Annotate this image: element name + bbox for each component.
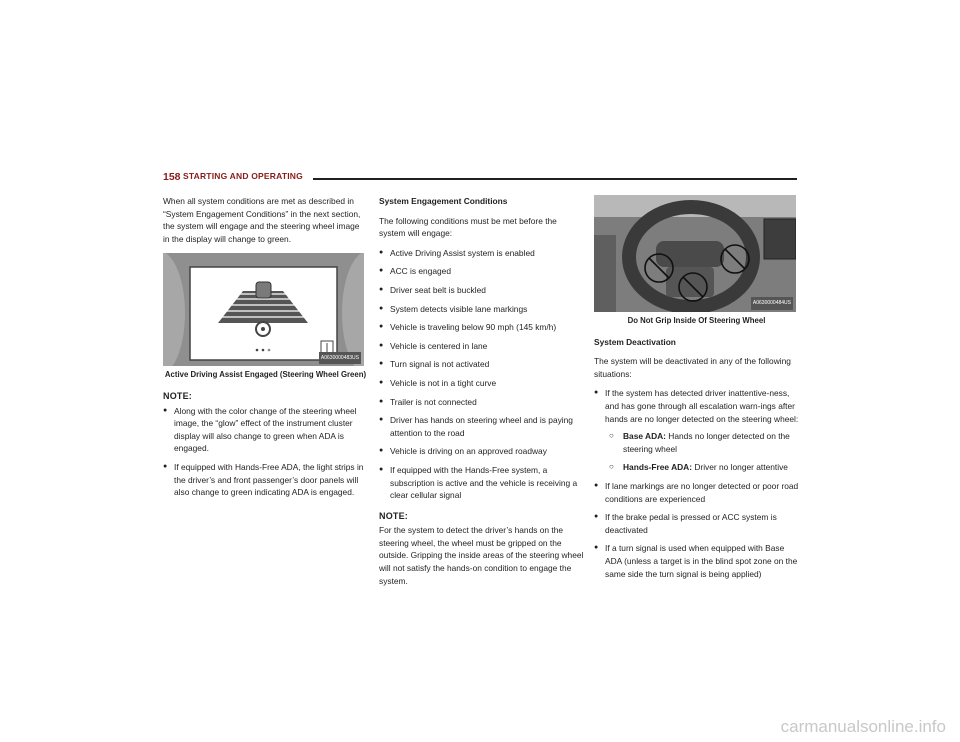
sub-list [605, 430, 799, 474]
steering-wheel-figure [594, 195, 796, 312]
note-label: NOTE: [379, 510, 408, 521]
figure-caption: Active Driving Assist Engaged (Steering Wheel Green) [164, 370, 367, 380]
list-item: ● If equipped with the Hands-Free system, a subscription is active and the vehicle is receiving a clear cellular signal [379, 464, 584, 502]
list-item: ● System detects visible lane markings [379, 303, 584, 316]
engagement-conditions-list [379, 247, 584, 502]
list-item: ● Driver has hands on steering wheel and is paying attention to the road [379, 414, 584, 439]
column-right [594, 195, 799, 586]
list-item: ● If lane markings are no longer detected or poor road conditions are experienced [594, 480, 799, 505]
watermark-text: carmanualsonline.info [780, 717, 946, 736]
list-item: ● Trailer is not connected [379, 396, 584, 409]
list-item [594, 387, 799, 474]
section-heading: System Engagement Conditions [379, 196, 508, 206]
figure-caption: Do Not Grip Inside Of Steering Wheel [627, 316, 766, 325]
deactivation-list [594, 387, 799, 580]
steering-wheel-illustration [594, 195, 796, 312]
column-left [163, 195, 368, 505]
sub-item-label: Hands-Free ADA: [623, 462, 693, 473]
note-list [163, 405, 368, 499]
list-item: ● Along with the color change of the steering wheel image, the “glow” effect of the instrument cluster display will also change to green when ADA is engaged. [163, 405, 368, 455]
section-heading: System Deactivation [594, 336, 676, 347]
note-paragraph: For the system to detect the driver’s hands on the steering wheel, the wheel must be gripped on the outside. Gripping the inside areas of the steering wheel will not satisfy the hands-on condition to engage the system. [379, 525, 584, 586]
list-item: ● Turn signal is not activated [379, 358, 584, 371]
list-item: ● If the brake pedal is pressed or ACC system is deactivated [594, 511, 799, 536]
list-item: ● Vehicle is traveling below 90 mph (145 km/h) [379, 321, 584, 334]
intro-paragraph: When all system conditions are met as described in “System Engagement Conditions” in the next section, the system will engage and the steering wheel image in the display will change to green. [163, 196, 361, 244]
list-item: ● If a turn signal is used when equipped with Base ADA (unless a target is in the blind spot zone on the same side the turn signal is being applied) [594, 542, 799, 580]
list-item: ● Driver seat belt is buckled [379, 284, 584, 297]
sub-item-text: Driver no longer attentive [692, 462, 788, 473]
list-item: ● Vehicle is not in a tight curve [379, 377, 584, 390]
sub-item-text: Hands no longer detected on the steering wheel [623, 431, 790, 454]
figure-code: A0630000484US [751, 297, 793, 310]
cluster-display-figure [163, 253, 364, 366]
list-item: ● Vehicle is driving on an approved roadway [379, 445, 584, 458]
page-header [163, 171, 797, 185]
intro-paragraph: The following conditions must be met before the system will engage: [379, 215, 557, 239]
page-number: 158 [163, 171, 181, 183]
list-item: ● If equipped with Hands-Free ADA, the light strips in the driver’s and front passenger’s door panels will also change to green indicating ADA is engaged. [163, 461, 368, 499]
sub-item-label: Base ADA: [623, 431, 666, 442]
sub-list-item [605, 461, 799, 474]
cluster-display-illustration [163, 253, 364, 366]
list-item: ● Vehicle is centered in lane [379, 340, 584, 353]
figure-code: A0630000483US [319, 352, 361, 365]
list-item: ● ACC is engaged [379, 265, 584, 278]
intro-paragraph: The system will be deactivated in any of the following situations: [594, 356, 791, 379]
note-label: NOTE: [163, 390, 192, 401]
list-item-text: If the system has detected driver inattentive-ness, and has gone through all escalation warn-ings after hands are no longer detected on the steering wheel: [605, 388, 799, 424]
section-title: STARTING AND OPERATING [183, 171, 303, 181]
footer [0, 712, 960, 742]
header-rule [313, 178, 797, 180]
list-item: ● Active Driving Assist system is enabled [379, 247, 584, 260]
sub-list-item [605, 430, 799, 455]
column-middle [379, 195, 584, 594]
